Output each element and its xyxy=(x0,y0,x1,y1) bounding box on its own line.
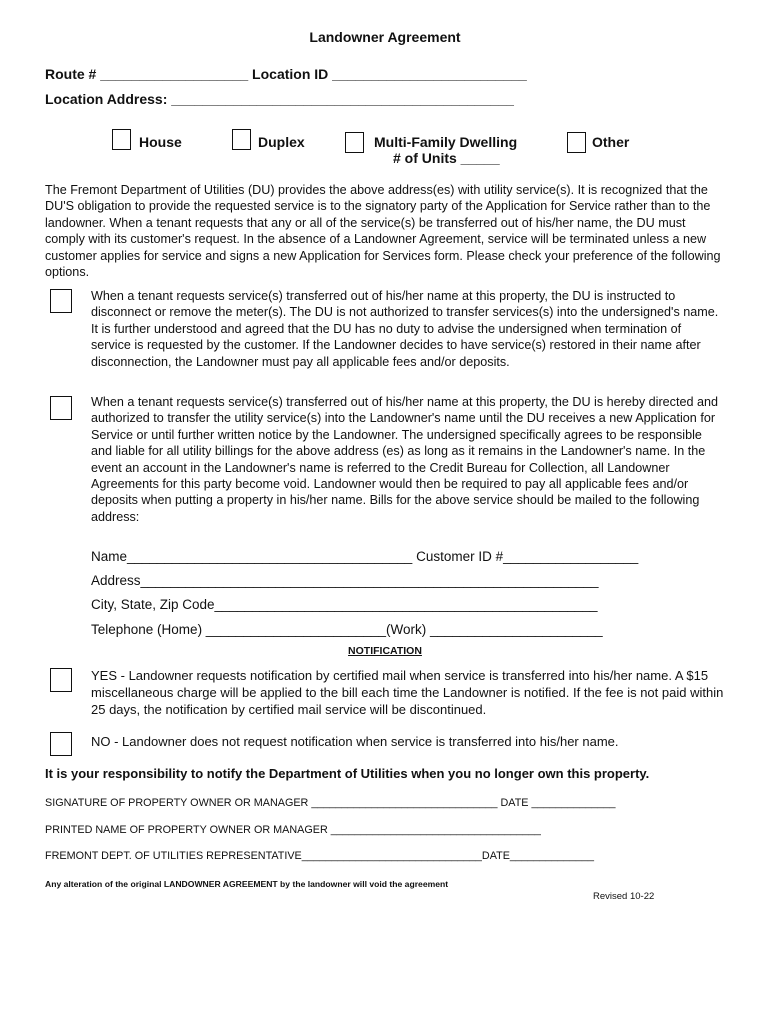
multi-family-checkbox[interactable] xyxy=(345,132,364,153)
page-title: Landowner Agreement xyxy=(309,29,461,45)
name-customer-id-field[interactable]: Name______________________________________ Customer ID #__________________ xyxy=(91,549,639,564)
representative-line[interactable]: FREMONT DEPT. OF UTILITIES REPRESENTATIVE______________________________DATE______________ xyxy=(45,850,594,862)
notify-yes-checkbox[interactable] xyxy=(50,668,72,692)
option-transfer-text: When a tenant requests service(s) transferred out of his/her name at this property, the DU is hereby directed and authorized to transfer the utility service(s) into the Landowner's name until the DU receives a new Application for Service or until further written notice by the Landowner. The undersigned specifically agrees to be responsible and liable for all utility billings for the above address (es) as long as it remains in the Landowner's name. In the event an account in the Landowner's name is referred to the Credit Bureau for Collection, all Landowner Agreements for this party become void. Landowner would then be required to pay all applicable fees and/or deposits when putting a property in his/her name. Bills for the above service should be mailed to the following address: xyxy=(91,395,718,524)
notify-no-checkbox[interactable] xyxy=(50,732,72,756)
units-count-field[interactable]: # of Units _____ xyxy=(393,150,500,166)
telephone-field[interactable]: Telephone (Home) ________________________(Work) _______________________ xyxy=(91,622,603,637)
option-disconnect-checkbox[interactable] xyxy=(50,289,72,313)
intro-paragraph: The Fremont Department of Utilities (DU) provides the above address(es) with utility service(s). It is recognized that the DU'S obligation to provide the requested service is to the signatory party of the Application for Service rather than to the landowner. When a tenant requests that any or all of the service(s) be transferred out of his/her name, the DU must comply with its customer's request. In the absence of a Landowner Agreement, service will be terminated unless a new customer applies for service and signs a new Application for Services form. Please check your preference of the following options. xyxy=(45,183,721,280)
notify-yes-text: YES - Landowner requests notification by certified mail when service is transferred into his/her name. A $15 miscellaneous charge will be applied to the bill each time the Landowner is notified. If the fee is not paid within 25 days, the notification by certified mail service will be discontinued. xyxy=(91,668,724,717)
multi-family-label: Multi-Family Dwelling xyxy=(374,134,518,150)
alteration-note: Any alteration of the original LANDOWNER AGREEMENT by the landowner will void the agreement xyxy=(45,879,449,889)
house-label: House xyxy=(139,134,182,150)
notification-heading: NOTIFICATION xyxy=(348,645,422,657)
printed-name-line[interactable]: PRINTED NAME OF PROPERTY OWNER OR MANAGER ___________________________________ xyxy=(45,824,541,836)
house-checkbox[interactable] xyxy=(112,129,131,150)
option-transfer-checkbox[interactable] xyxy=(50,396,72,420)
duplex-checkbox[interactable] xyxy=(232,129,251,150)
route-location-id-line[interactable]: Route # ___________________ Location ID _________________________ xyxy=(45,66,527,82)
city-state-zip-field[interactable]: City, State, Zip Code___________________________________________________ xyxy=(91,597,598,612)
duplex-label: Duplex xyxy=(258,134,305,150)
location-address-line[interactable]: Location Address: ____________________________________________ xyxy=(45,91,514,107)
revision-label: Revised 10-22 xyxy=(593,891,655,902)
owner-signature-line[interactable]: SIGNATURE OF PROPERTY OWNER OR MANAGER _______________________________ DATE ______________ xyxy=(45,797,616,809)
option-disconnect-text: When a tenant requests service(s) transferred out of his/her name at this property, the DU is instructed to disconnect or remove the meter(s). The DU is not authorized to transfer services(s) into the undersigned's name. It is further understood and agreed that the DU has no duty to advise the undersigned when termination of service is requested by the customer. If the Landowner decides to have service(s) restored in their name after disconnection, the Landowner must pay all applicable fees and/or deposits. xyxy=(91,289,719,369)
address-field[interactable]: Address_____________________________________________________________ xyxy=(91,573,599,588)
responsibility-notice: It is your responsibility to notify the Department of Utilities when you no longer own this property. xyxy=(45,766,650,781)
other-checkbox[interactable] xyxy=(567,132,586,153)
other-label: Other xyxy=(592,134,630,150)
notify-no-text: NO - Landowner does not request notification when service is transferred into his/her name. xyxy=(91,734,619,749)
